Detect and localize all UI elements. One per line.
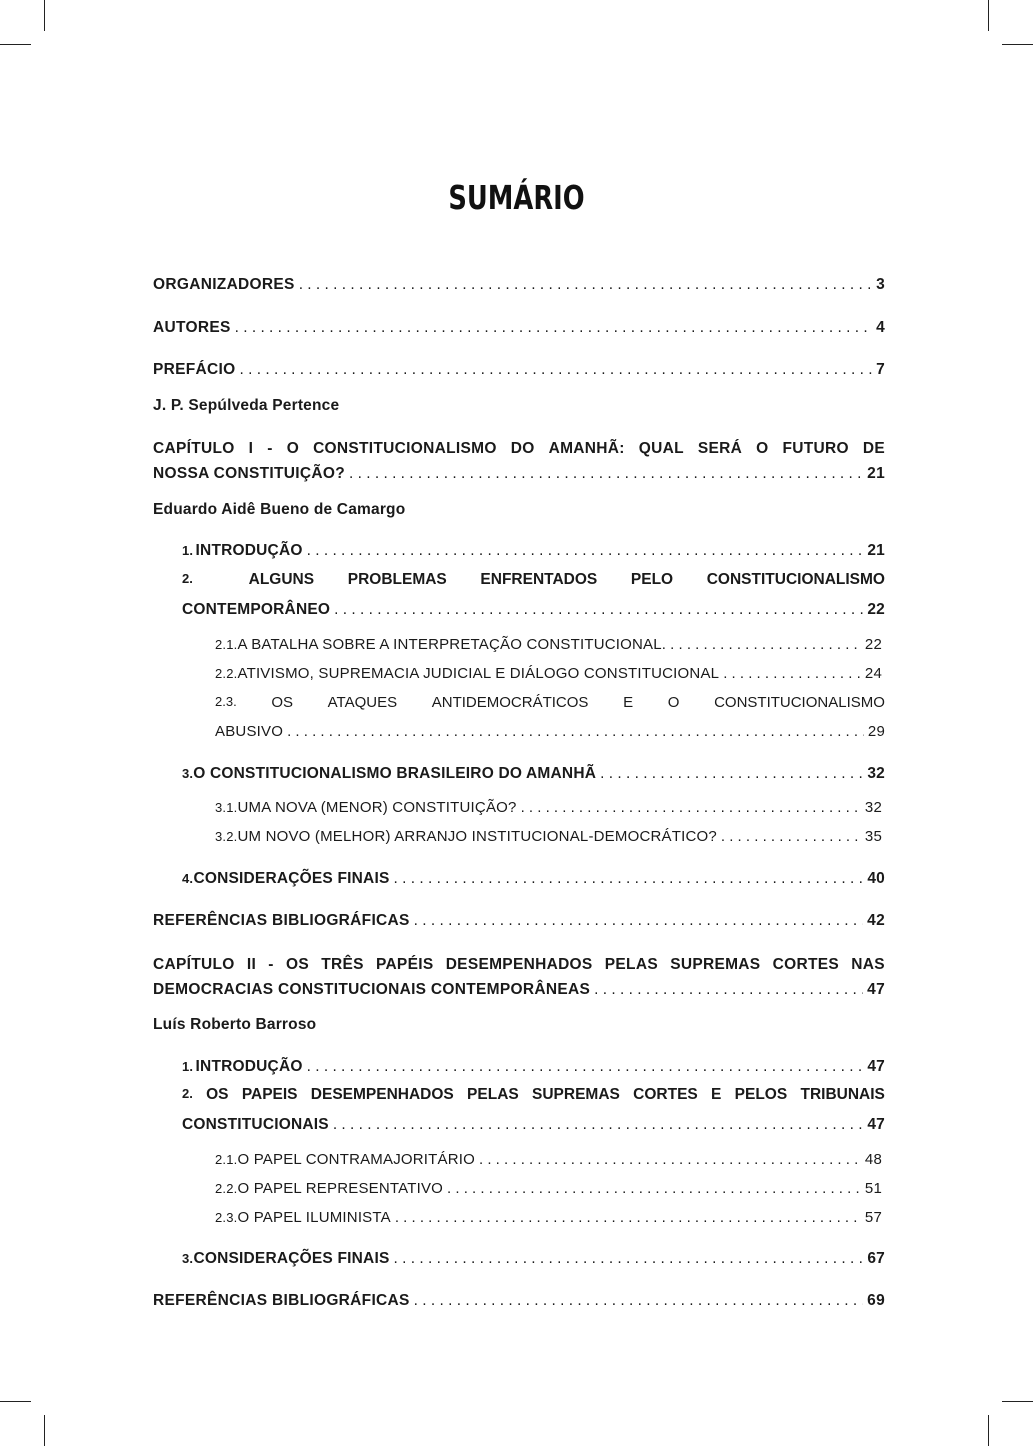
word: CONSTITUCIONALISMO bbox=[714, 694, 885, 711]
chapter-2-author: Luís Roberto Barroso bbox=[153, 1016, 317, 1033]
dot-leader bbox=[240, 361, 873, 379]
toc-page-number: 69 bbox=[867, 1292, 885, 1309]
toc-entry-organizadores[interactable] bbox=[153, 276, 885, 294]
dot-leader bbox=[447, 1180, 861, 1197]
section-number: 2.1. bbox=[215, 1152, 238, 1167]
word: PELOS bbox=[734, 1086, 788, 1103]
section-number: 2. bbox=[182, 1086, 193, 1101]
dot-leader bbox=[394, 870, 864, 888]
word: O bbox=[756, 440, 769, 457]
toc-page-number: 57 bbox=[864, 1209, 882, 1226]
word: TRÊS bbox=[321, 956, 364, 973]
word: ATAQUES bbox=[327, 694, 398, 711]
toc-page-number: 47 bbox=[867, 1058, 885, 1075]
section-number: 2. bbox=[182, 571, 193, 586]
toc-page-number: 35 bbox=[864, 828, 882, 845]
toc-entry-text: DEMOCRACIAS CONSTITUCIONAIS CONTEMPORÂNEAS bbox=[153, 981, 591, 998]
word: CORTES bbox=[633, 1086, 698, 1103]
toc-entry-c2-s3[interactable] bbox=[182, 1250, 885, 1268]
toc-page-number: 51 bbox=[864, 1180, 882, 1197]
toc-entry-c1-s2-line2[interactable] bbox=[182, 601, 885, 619]
toc-page-number: 21 bbox=[867, 542, 885, 559]
word: O bbox=[667, 694, 680, 711]
toc-page-number: 29 bbox=[867, 723, 885, 740]
section-number: 3. bbox=[182, 1251, 194, 1266]
word: PROBLEMAS bbox=[347, 571, 447, 588]
toc-entry-text: INTRODUÇÃO bbox=[195, 542, 303, 559]
word: II bbox=[246, 956, 257, 973]
crop-mark-bottom-right-v bbox=[988, 1415, 989, 1446]
word: CORTES bbox=[772, 956, 840, 973]
section-number: 1. bbox=[182, 1059, 194, 1074]
toc-entry-text: AUTORES bbox=[153, 319, 231, 336]
toc-entry-c1-s23-line1[interactable] bbox=[215, 694, 885, 711]
word: CAPÍTULO bbox=[153, 956, 235, 973]
dot-leader bbox=[395, 1209, 861, 1226]
dot-leader bbox=[521, 799, 861, 816]
section-number: 3.2. bbox=[215, 829, 238, 844]
word: OS bbox=[206, 1086, 229, 1103]
toc-entry-text: A BATALHA SOBRE A INTERPRETAÇÃO CONSTITUCIONAL. bbox=[237, 636, 667, 653]
word: - bbox=[267, 440, 273, 457]
toc-entry-text: INTRODUÇÃO bbox=[195, 1058, 303, 1075]
crop-mark-bottom-right-h bbox=[1002, 1401, 1033, 1402]
toc-entry-c1-s2-line1[interactable] bbox=[182, 571, 885, 589]
section-number: 2.3. bbox=[215, 1210, 238, 1225]
word: - bbox=[268, 956, 274, 973]
toc-entry-c2-refs[interactable] bbox=[153, 1292, 885, 1310]
chapter-2-title-line2[interactable] bbox=[153, 981, 885, 999]
word: I bbox=[248, 440, 254, 457]
section-number: 2.1. bbox=[215, 637, 238, 652]
crop-mark-bottom-left-v bbox=[44, 1415, 45, 1446]
toc-entry-text: REFERÊNCIAS BIBLIOGRÁFICAS bbox=[153, 1292, 410, 1309]
toc-page-number: 7 bbox=[876, 361, 885, 378]
toc-entry-c1-s31[interactable] bbox=[215, 799, 882, 816]
toc-entry-c1-s3[interactable] bbox=[182, 765, 885, 783]
word: ENFRENTADOS bbox=[480, 571, 598, 588]
crop-mark-bottom-left-h bbox=[0, 1401, 31, 1402]
word: PELO bbox=[630, 571, 674, 588]
word: E bbox=[711, 1086, 722, 1103]
dot-leader bbox=[307, 1058, 864, 1076]
word: ALGUNS bbox=[248, 571, 315, 588]
toc-entry-autores[interactable] bbox=[153, 319, 885, 337]
crop-mark-top-left-v bbox=[44, 0, 45, 31]
toc-entry-text: NOSSA CONSTITUIÇÃO? bbox=[153, 465, 345, 482]
dot-leader bbox=[600, 765, 863, 783]
dot-leader bbox=[414, 912, 863, 930]
toc-page-number: 22 bbox=[864, 636, 882, 653]
chapter-2-title-line1[interactable] bbox=[153, 956, 885, 974]
crop-mark-top-right-h bbox=[1002, 44, 1033, 45]
toc-entry-c2-s2-line2[interactable] bbox=[182, 1116, 885, 1134]
toc-entry-c1-s22[interactable] bbox=[215, 665, 882, 682]
toc-entry-text: PREFÁCIO bbox=[153, 361, 236, 378]
toc-entry-text: O PAPEL REPRESENTATIVO bbox=[237, 1180, 444, 1197]
toc-entry-text: O CONSTITUCIONALISMO BRASILEIRO DO AMANHÃ bbox=[193, 765, 597, 782]
toc-page-number: 67 bbox=[867, 1250, 885, 1267]
word: PAPEIS bbox=[241, 1086, 298, 1103]
word: DE bbox=[862, 440, 885, 457]
section-number: 2.2. bbox=[215, 666, 238, 681]
toc-entry-c1-s21[interactable] bbox=[215, 636, 882, 653]
section-number: 3.1. bbox=[215, 800, 238, 815]
toc-page-number: 47 bbox=[867, 1116, 885, 1133]
word: AMANHÃ: bbox=[548, 440, 625, 457]
word: ANTIDEMOCRÁTICOS bbox=[431, 694, 589, 711]
entry-author: J. P. Sepúlveda Pertence bbox=[153, 397, 340, 414]
word: CONSTITUCIONALISMO bbox=[706, 571, 885, 588]
word: SUPREMAS bbox=[670, 956, 761, 973]
toc-entry-c2-s21[interactable] bbox=[215, 1151, 882, 1168]
toc-entry-text: ORGANIZADORES bbox=[153, 276, 295, 293]
dot-leader bbox=[333, 1116, 864, 1134]
section-number: 1. bbox=[182, 543, 194, 558]
toc-entry-c2-s22[interactable] bbox=[215, 1180, 882, 1197]
word: E bbox=[623, 694, 634, 711]
toc-entry-text: REFERÊNCIAS BIBLIOGRÁFICAS bbox=[153, 912, 410, 929]
toc-page-number: 3 bbox=[876, 276, 885, 293]
toc-entry-text: CONSIDERAÇÕES FINAIS bbox=[193, 1250, 390, 1267]
crop-mark-top-left-h bbox=[0, 44, 31, 45]
chapter-1-title-line2[interactable] bbox=[153, 465, 885, 483]
toc-entry-c2-s23[interactable] bbox=[215, 1209, 882, 1226]
dot-leader bbox=[723, 665, 861, 682]
toc-page-number: 40 bbox=[867, 870, 885, 887]
toc-entry-c1-s1[interactable] bbox=[182, 542, 885, 560]
toc-entry-text: O PAPEL CONTRAMAJORITÁRIO bbox=[237, 1151, 476, 1168]
word: CONSTITUCIONALISMO bbox=[313, 440, 497, 457]
word: O bbox=[286, 440, 300, 457]
word: NAS bbox=[851, 956, 885, 973]
toc-entry-text: UMA NOVA (MENOR) CONSTITUIÇÃO? bbox=[237, 799, 517, 816]
toc-entry-prefacio[interactable] bbox=[153, 361, 885, 379]
toc-entry-text: CONSIDERAÇÕES FINAIS bbox=[193, 870, 390, 887]
chapter-1-author: Eduardo Aidê Bueno de Camargo bbox=[153, 501, 406, 518]
dot-leader bbox=[594, 981, 863, 999]
word: PELAS bbox=[467, 1086, 519, 1103]
word: DESEMPENHADOS bbox=[310, 1086, 454, 1103]
section-number: 3. bbox=[182, 766, 194, 781]
toc-entry-c1-s32[interactable] bbox=[215, 828, 882, 845]
toc-page-number: 4 bbox=[876, 319, 885, 336]
toc-entry-c2-s2-line1[interactable] bbox=[182, 1086, 885, 1104]
toc-entry-text: ATIVISMO, SUPREMACIA JUDICIAL E DIÁLOGO CONSTITUCIONAL bbox=[237, 665, 720, 682]
dot-leader bbox=[414, 1292, 863, 1310]
word: FUTURO bbox=[782, 440, 849, 457]
word: CAPÍTULO bbox=[153, 440, 235, 457]
toc-page-number: 47 bbox=[867, 981, 885, 998]
toc-entry-c2-s1[interactable] bbox=[182, 1058, 885, 1076]
toc-entry-c1-s23-line2[interactable] bbox=[215, 723, 885, 740]
dot-leader bbox=[670, 636, 861, 653]
word: QUAL bbox=[638, 440, 684, 457]
word: TRIBUNAIS bbox=[800, 1086, 885, 1103]
dot-leader bbox=[299, 276, 872, 294]
dot-leader bbox=[394, 1250, 864, 1268]
dot-leader bbox=[721, 828, 861, 845]
word: DO bbox=[510, 440, 535, 457]
toc-page-number: 32 bbox=[867, 765, 885, 782]
crop-mark-top-right-v bbox=[988, 0, 989, 31]
word: SUPREMAS bbox=[532, 1086, 620, 1103]
section-number: 4. bbox=[182, 871, 194, 886]
toc-entry-text: ABUSIVO bbox=[215, 723, 284, 740]
dot-leader bbox=[349, 465, 863, 483]
word: PAPÉIS bbox=[375, 956, 434, 973]
section-number: 2.2. bbox=[215, 1181, 238, 1196]
dot-leader bbox=[334, 601, 863, 619]
toc-entry-text: CONTEMPORÂNEO bbox=[182, 601, 331, 618]
toc-page-number: 32 bbox=[864, 799, 882, 816]
chapter-1-title-line1[interactable] bbox=[153, 440, 885, 458]
toc-page-number: 22 bbox=[867, 601, 885, 618]
dot-leader bbox=[235, 319, 872, 337]
toc-page-number: 24 bbox=[864, 665, 882, 682]
dot-leader bbox=[307, 542, 864, 560]
toc-page-number: 48 bbox=[864, 1151, 882, 1168]
word: SERÁ bbox=[697, 440, 743, 457]
toc-entry-c1-refs[interactable] bbox=[153, 912, 885, 930]
dot-leader bbox=[287, 723, 864, 740]
word: PELAS bbox=[604, 956, 658, 973]
toc-entry-text: CONSTITUCIONAIS bbox=[182, 1116, 329, 1133]
toc-page-number: 21 bbox=[867, 465, 885, 482]
word: OS bbox=[285, 956, 309, 973]
dot-leader bbox=[479, 1151, 861, 1168]
word: OS bbox=[271, 694, 294, 711]
page-title: SUMÁRIO bbox=[448, 178, 585, 217]
section-number: 2.3. bbox=[215, 694, 237, 709]
word: DESEMPENHADOS bbox=[445, 956, 593, 973]
toc-page-number: 42 bbox=[867, 912, 885, 929]
toc-entry-text: UM NOVO (MELHOR) ARRANJO INSTITUCIONAL-DEMOCRÁTICO? bbox=[237, 828, 717, 845]
toc-entry-c1-s4[interactable] bbox=[182, 870, 885, 888]
toc-entry-text: O PAPEL ILUMINISTA bbox=[237, 1209, 391, 1226]
